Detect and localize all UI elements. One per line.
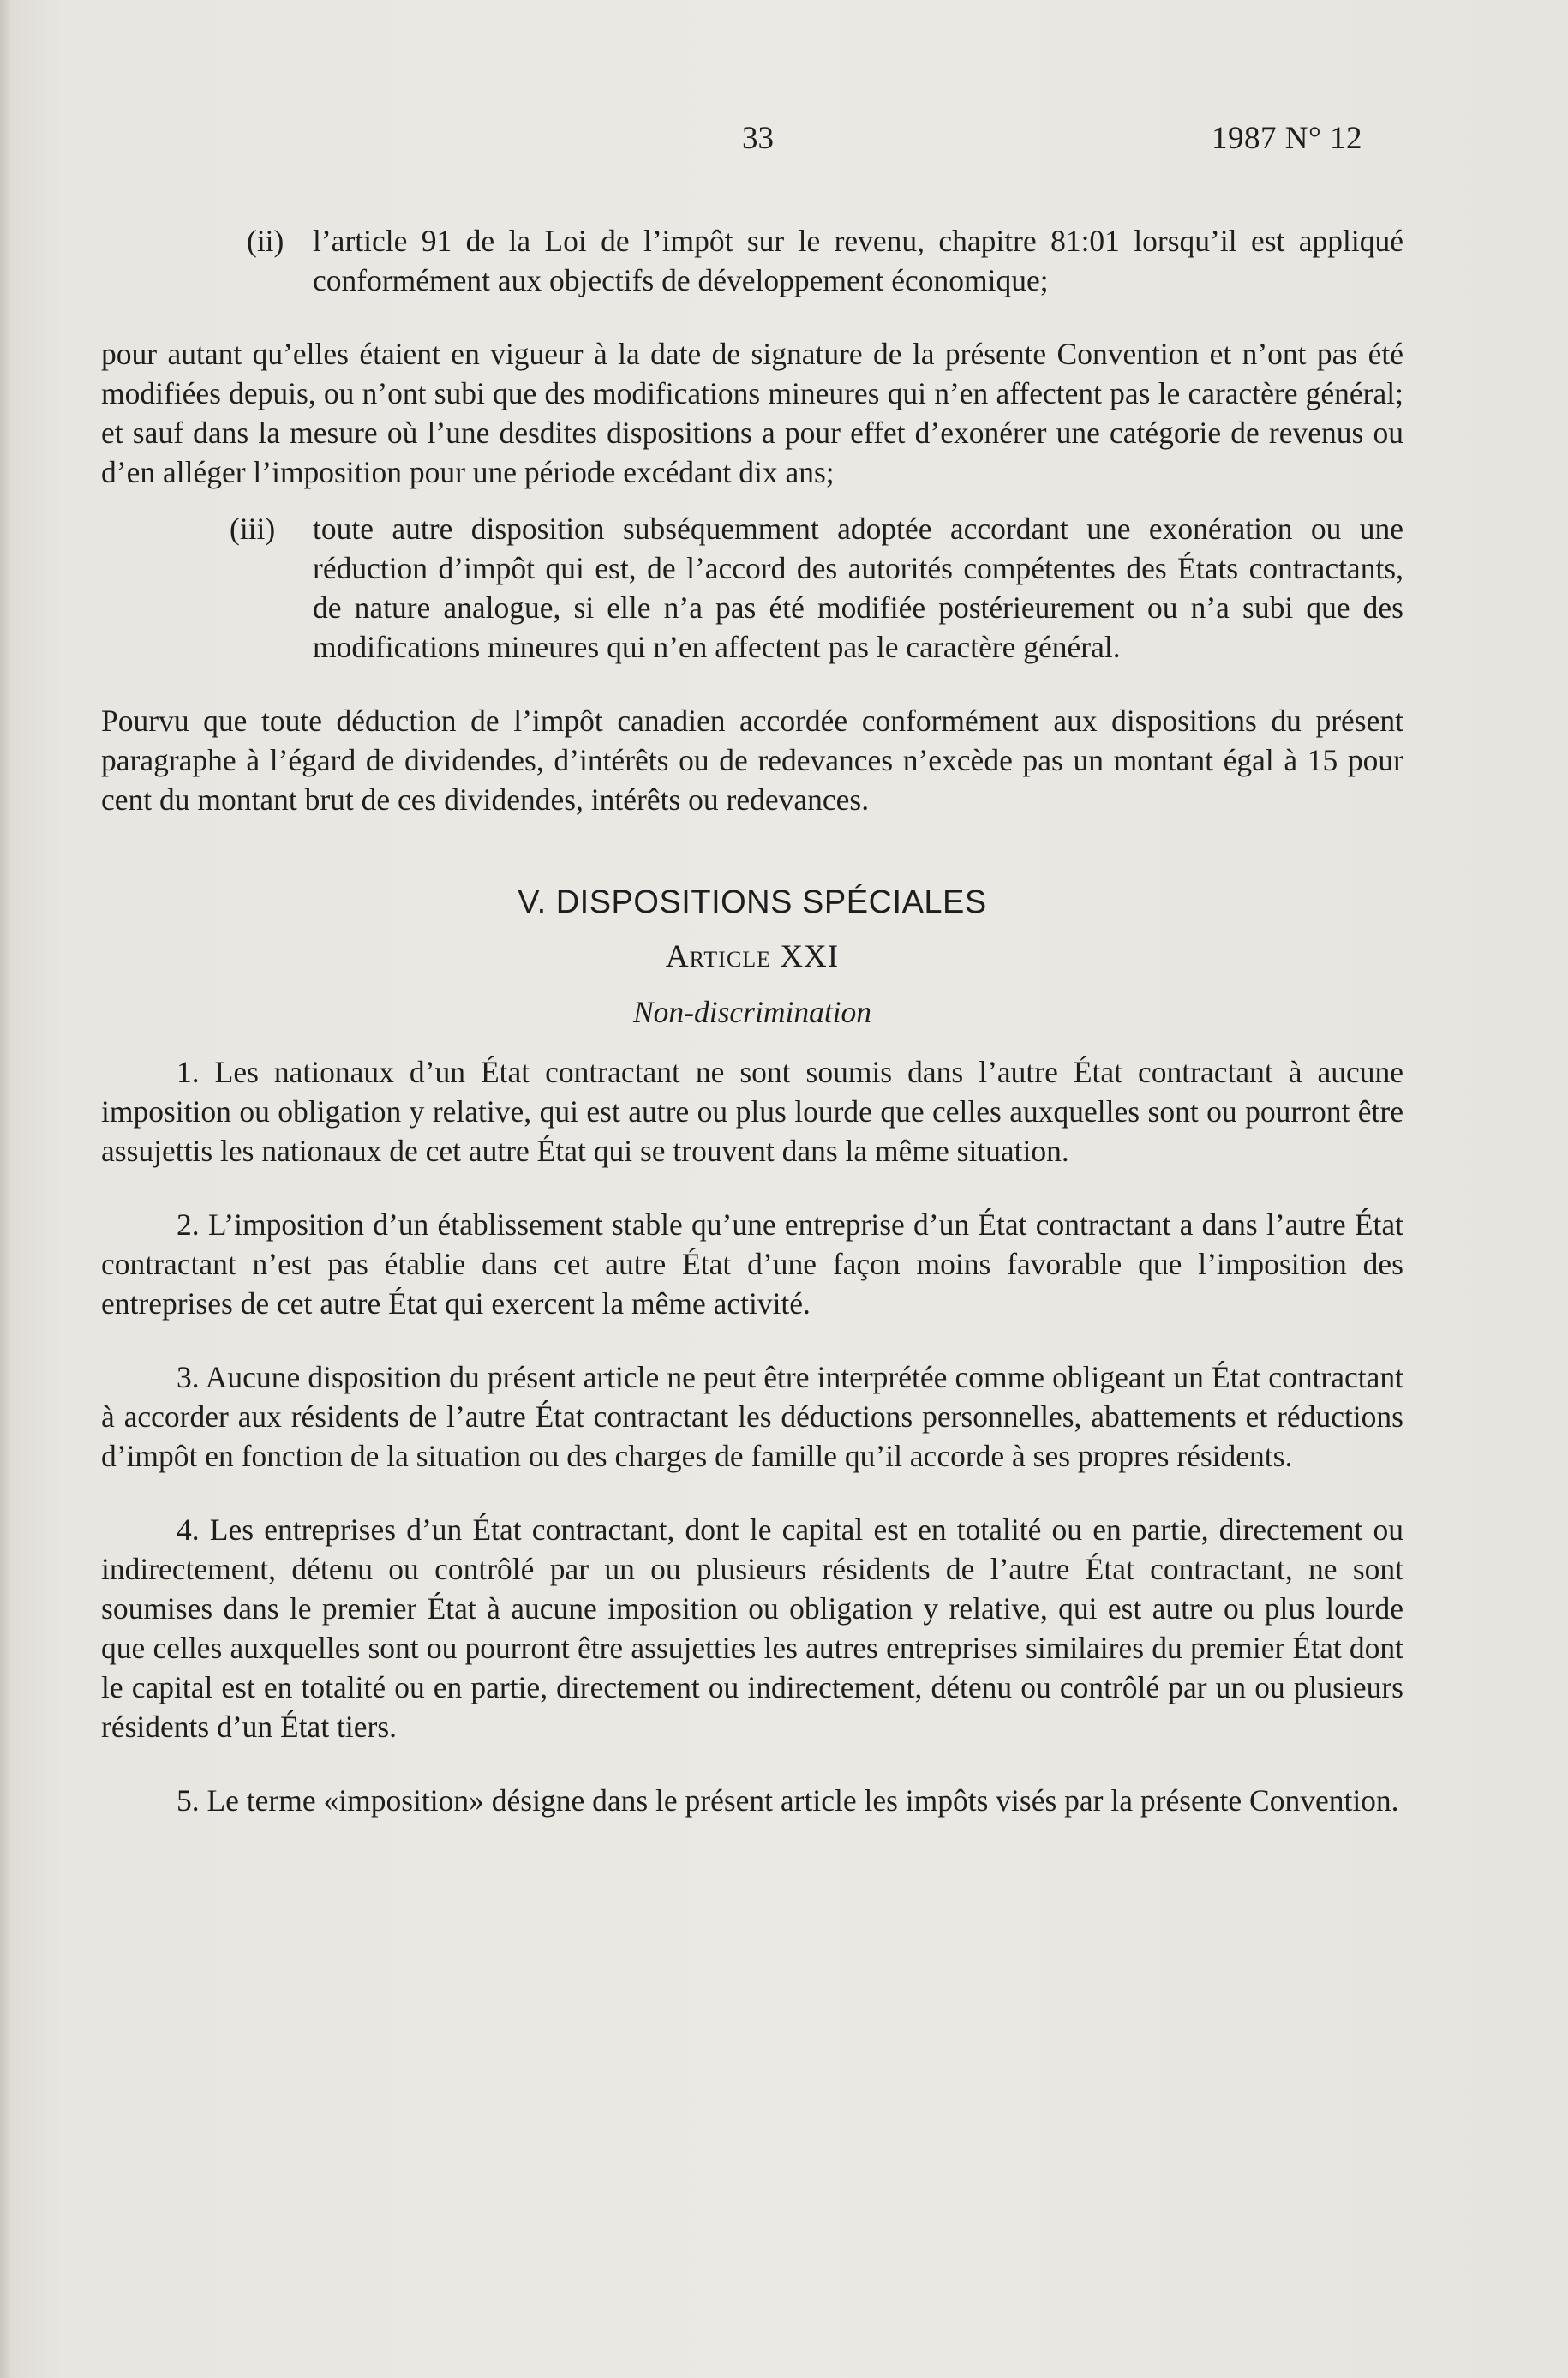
list-item-text: l’article 91 de la Loi de l’impôt sur le revenu, chapitre 81:01 lorsqu’il est appliqué conformément aux objectifs de développement économique; bbox=[313, 224, 1403, 297]
page-body bbox=[101, 221, 1403, 1820]
page-header bbox=[0, 120, 1568, 163]
article-word: Article bbox=[665, 939, 772, 974]
article-title bbox=[101, 937, 1403, 977]
list-item-text: toute autre disposition subséquemment adoptée accordant une exonération ou une réduction d’impôt qui est, de l’accord des autorités compétentes des États contractants, de nature analogue, si elle n’a pas été modifiée postérieurement ou n’a subi que des modifications mineures qui n’en affectent pas le caractère général. bbox=[313, 512, 1403, 664]
article-paragraph-2: 2. L’imposition d’un établissement stable qu’une entreprise d’un État contractant a dans l’autre État contractant n’est pas établie dans cet autre État d’une façon moins favorable que l’imposition des entreprises de cet autre État qui exercent la même activité. bbox=[101, 1207, 1403, 1321]
article-paragraph-1: 1. Les nationaux d’un État contractant ne sont soumis dans l’autre État contractant à aucune imposition ou obligation y relative, qui est autre ou plus lourde que celles auxquelles sont ou pourront être assujettis les nationaux de cet autre État qui se trouvent dans la même situation. bbox=[101, 1055, 1403, 1168]
section-title: V. DISPOSITIONS SPÉCIALES bbox=[518, 884, 987, 920]
article-paragraph-5: 5. Le terme «imposition» désigne dans le présent article les impôts visés par la présente Convention. bbox=[177, 1783, 1399, 1818]
list-item-label: (iii) bbox=[230, 512, 276, 546]
article-paragraph-3: 3. Aucune disposition du présent article ne peut être interprétée comme obligeant un État contractant à accorder aux résidents de l’autre État contractant les déductions personnelles, abattements et réductions d’impôt en fonction de la situation ou des charges de famille qu’il accorde à ses propres résidents. bbox=[101, 1360, 1403, 1473]
page-number: 33 bbox=[742, 121, 774, 156]
article-number: XXI bbox=[780, 939, 840, 974]
article-paragraph-4: 4. Les entreprises d’un État contractant, dont le capital est en totalité ou en partie, directement ou indirectement, détenu ou contrôlé par un ou plusieurs résidents de l’autre État contractant, ne sont soumises dans le premier État à aucune imposition ou obligation y relative, qui est autre ou plus lourde que celles auxquelles sont ou pourront être assujetties les autres entreprises similaires du premier État dont le capital est en totalité ou en partie, directement ou indirectement, détenu ou contrôlé par un ou plusieurs résidents d’un État tiers. bbox=[101, 1512, 1403, 1744]
list-item-label: (ii) bbox=[247, 224, 284, 258]
paragraph-pourvu: Pourvu que toute déduction de l’impôt canadien accordée conformément aux dispositions du présent paragraphe à l’égard de dividendes, d’intérêts ou de redevances n’excède pas un montant égal à 15 pour cent du montant brut de ces dividendes, intérêts ou redevances. bbox=[101, 704, 1403, 817]
binding-shadow bbox=[0, 0, 12, 2378]
paragraph-pour-autant: pour autant qu’elles étaient en vigueur à la date de signature de la présente Convention et n’ont pas été modifiées depuis, ou n’ont subi que des modifications mineures qui n’en affectent pas le caractère général; et sauf dans la mesure où l’une desdites dispositions a pour effet d’exonérer une catégorie de revenus ou d’en alléger l’imposition pour une période excédant dix ans; bbox=[101, 337, 1403, 489]
list-item-iii bbox=[230, 509, 1403, 667]
article-subtitle: Non-discrimination bbox=[632, 995, 872, 1029]
gazette-reference: 1987 N° 12 bbox=[1212, 121, 1363, 156]
list-item-ii bbox=[247, 221, 1403, 300]
